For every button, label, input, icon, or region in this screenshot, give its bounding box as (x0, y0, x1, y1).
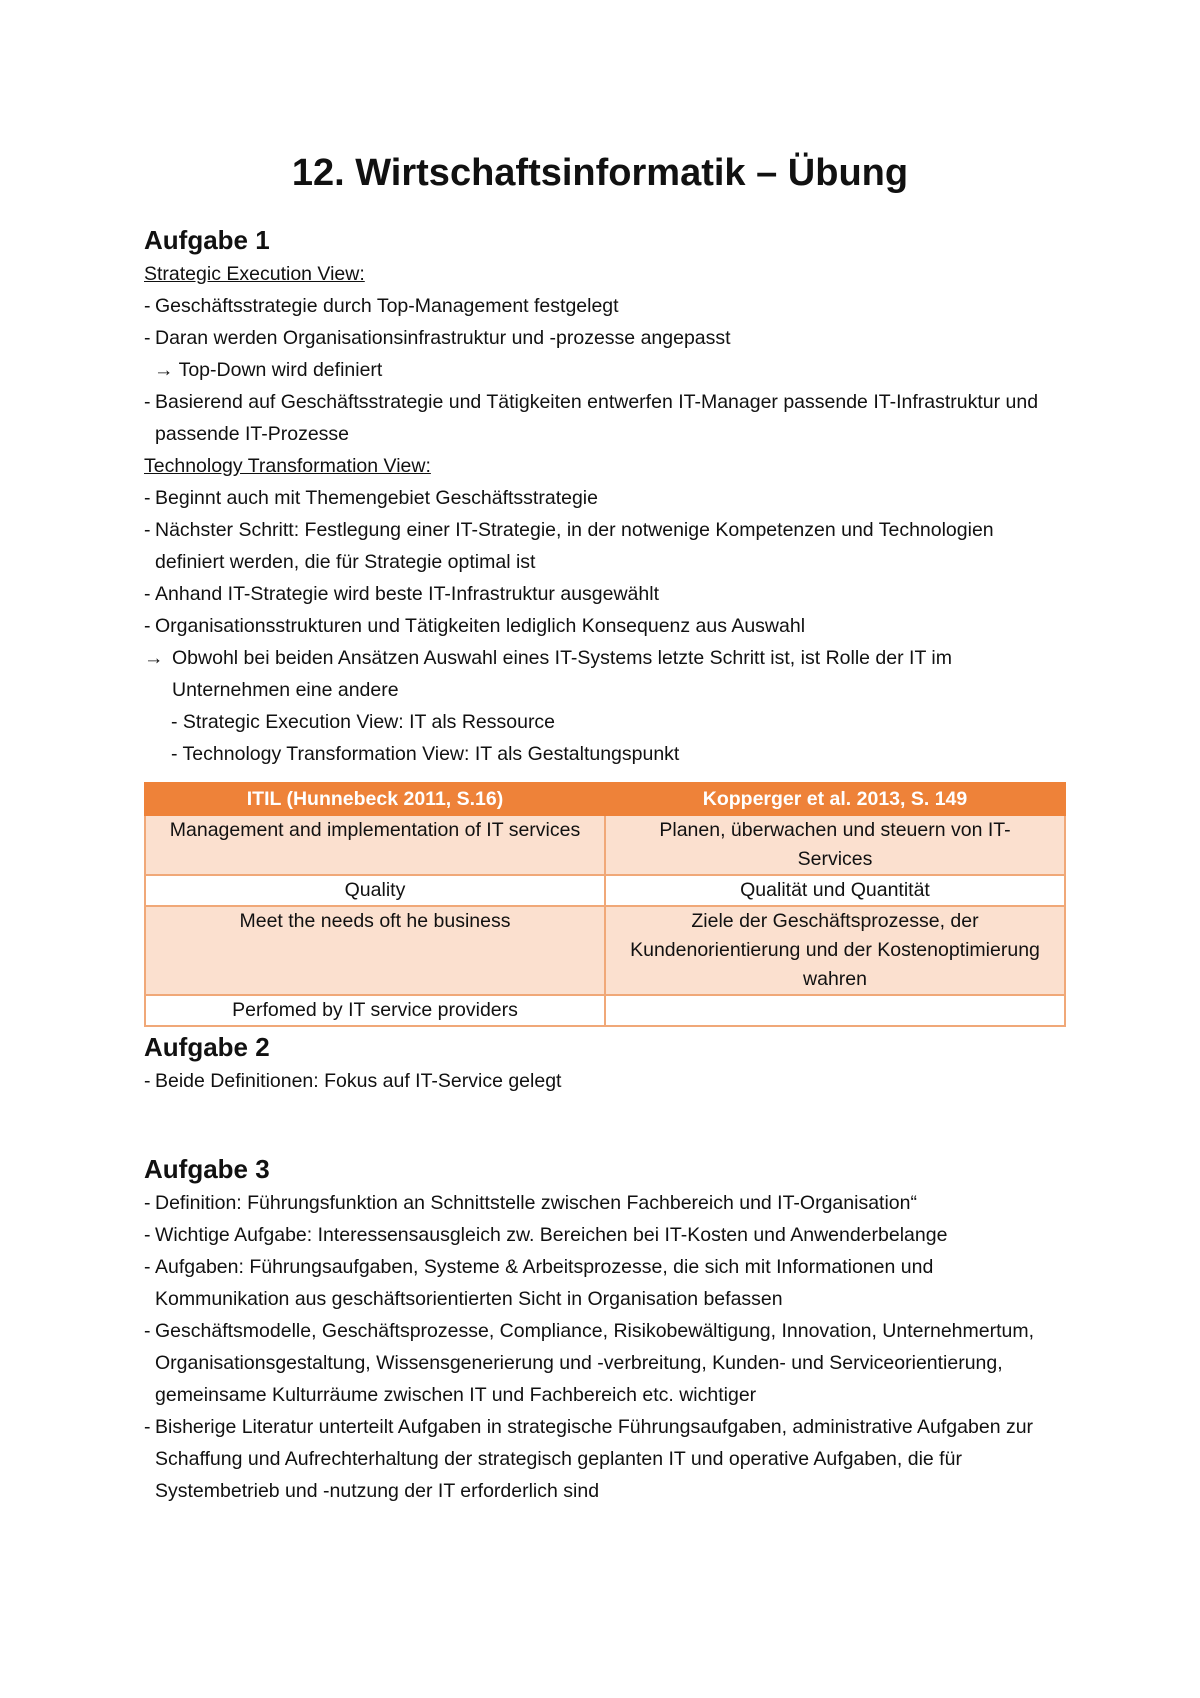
table-cell: Management and implementation of IT services (145, 815, 605, 875)
arrow-right-icon: → (154, 359, 174, 381)
list-item: - Beide Definitionen: Fokus auf IT-Service gelegt (144, 1065, 1064, 1097)
table-header-kopperger: Kopperger et al. 2013, S. 149 (605, 783, 1065, 815)
aufgabe-1-heading: Aufgabe 1 (144, 225, 270, 255)
aufgabe-2-section (144, 1029, 1064, 1097)
arrow-line (144, 354, 1064, 386)
comparison-table (144, 782, 1066, 1027)
aufgabe-2-heading: Aufgabe 2 (144, 1032, 270, 1062)
conclusion-text: Obwohl bei beiden Ansätzen Auswahl eines IT-Systems letzte Schritt ist, ist Rolle der IT im Unternehmen eine andere (172, 647, 952, 701)
list-item: - Beginnt auch mit Themengebiet Geschäftsstrategie (144, 482, 1064, 514)
table-cell: Quality (145, 875, 605, 906)
table-cell (605, 995, 1065, 1026)
list-item: - Daran werden Organisationsinfrastruktur und -prozesse angepasst (144, 322, 1064, 354)
conclusion-sub-item: - Strategic Execution View: IT als Ressource (171, 711, 556, 733)
table-cell: Ziele der Geschäftsprozesse, der Kundenorientierung und der Kostenoptimierung wahren (605, 906, 1065, 995)
technology-transformation-view-title: Technology Transformation View: (144, 455, 431, 477)
table-cell: Meet the needs oft he business (145, 906, 605, 995)
table-header-itil: ITIL (Hunnebeck 2011, S.16) (145, 783, 605, 815)
list-item: - Basierend auf Geschäftsstrategie und Tätigkeiten entwerfen IT-Manager passende IT-Infrastruktur und passende IT-Prozesse (144, 386, 1064, 450)
conclusion-sub-item: - Technology Transformation View: IT als Gestaltungspunkt (171, 743, 680, 765)
table-row (145, 875, 1065, 906)
list-item: - Nächster Schritt: Festlegung einer IT-Strategie, in der notwenige Kompetenzen und Technologien definiert werden, die für Strategie optimal ist (144, 514, 1064, 578)
table-row (145, 815, 1065, 875)
conclusion (144, 642, 1064, 706)
list-item: - Aufgaben: Führungsaufgaben, Systeme & Arbeitsprozesse, die sich mit Informationen und Kommunikation aus geschäftsorientierten Sicht in Organisation befassen (144, 1251, 1064, 1315)
list-item: - Organisationsstrukturen und Tätigkeiten lediglich Konsequenz aus Auswahl (144, 610, 1064, 642)
list-item: - Geschäftsmodelle, Geschäftsprozesse, Compliance, Risikobewältigung, Innovation, Unternehmertum, Organisationsgestaltung, Wissensgenerierung und -verbreitung, Kunden- und Serviceorientierung, gemeinsame Kulturräume zwischen IT und Fachbereich etc. wichtiger (144, 1315, 1064, 1411)
arrow-right-icon: → (144, 647, 164, 669)
table-row (145, 995, 1065, 1026)
spacer (144, 1097, 1064, 1151)
table-row (145, 906, 1065, 995)
aufgabe-3-heading: Aufgabe 3 (144, 1154, 270, 1184)
table-cell: Qualität und Quantität (605, 875, 1065, 906)
list-item: - Geschäftsstrategie durch Top-Management festgelegt (144, 290, 1064, 322)
aufgabe-3-section (144, 1151, 1064, 1507)
list-item: - Definition: Führungsfunktion an Schnittstelle zwischen Fachbereich und IT-Organisation“ (144, 1187, 1064, 1219)
list-item: - Anhand IT-Strategie wird beste IT-Infrastruktur ausgewählt (144, 578, 1064, 610)
list-item: - Wichtige Aufgabe: Interessensausgleich zw. Bereichen bei IT-Kosten und Anwenderbelange (144, 1219, 1064, 1251)
strategic-execution-view-title: Strategic Execution View: (144, 263, 365, 285)
arrow-line-text: Top-Down wird definiert (178, 359, 383, 381)
document-body (144, 222, 1064, 1507)
table-cell: Perfomed by IT service providers (145, 995, 605, 1026)
aufgabe-1-section (144, 222, 1064, 1027)
list-item: - Bisherige Literatur unterteilt Aufgaben in strategische Führungsaufgaben, administrative Aufgaben zur Schaffung und Aufrechterhaltung der strategisch geplanten IT und operative Aufgaben, die für Systembetrieb und -nutzung der IT erforderlich sind (144, 1411, 1064, 1507)
page-title: 12. Wirtschaftsinformatik – Übung (291, 152, 909, 194)
table-header-row (145, 783, 1065, 815)
table-cell: Planen, überwachen und steuern von IT-Services (605, 815, 1065, 875)
